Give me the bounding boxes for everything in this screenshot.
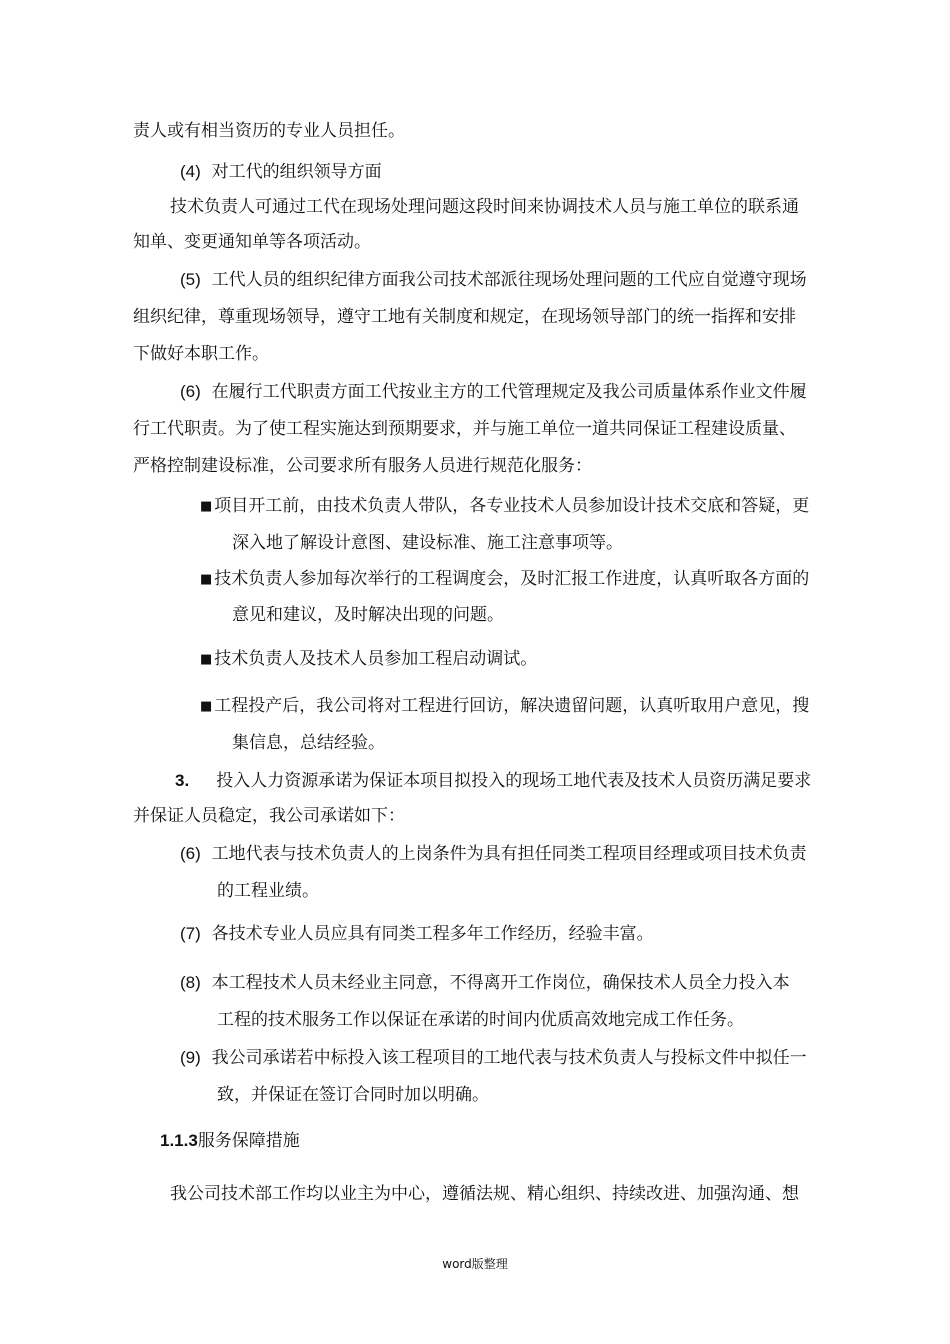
item-6-line: (6) 在履行工代职责方面工代按业主方的工代管理规定及我公司质量体系作业文件履 [180, 382, 807, 402]
bullet-item: ■ 技术负责人参加每次举行的工程调度会，及时汇报工作进度，认真听取各方面的 [200, 569, 810, 589]
section-3-line: 3. 投入人力资源承诺为保证本项目拟投入的现场工地代表及技术人员资历满足要求 [175, 771, 812, 791]
paragraph-line: 下做好本职工作。 [133, 344, 269, 364]
paragraph-line: 行工代职责。为了使工程实施达到预期要求，并与施工单位一道共同保证工程建设质量、 [133, 419, 796, 439]
paragraph-line: 技术负责人可通过工代在现场处理问题这段时间来协调技术人员与施工单位的联系通 [170, 197, 799, 217]
square-bullet-icon: ■ [200, 499, 213, 514]
item-4-heading: (4) 对工代的组织领导方面 [180, 162, 382, 182]
paragraph-line: 知单、变更通知单等各项活动。 [133, 232, 371, 252]
commitment-continuation: 致，并保证在签订合同时加以明确。 [217, 1085, 489, 1105]
square-bullet-icon: ■ [200, 699, 213, 714]
section-heading-1-1-3: 1.1.3服务保障措施 [160, 1131, 300, 1151]
bullet-continuation: 意见和建议，及时解决出现的问题。 [232, 605, 504, 625]
square-bullet-icon: ■ [200, 572, 213, 587]
bullet-item: ■ 技术负责人及技术人员参加工程启动调试。 [200, 649, 538, 669]
paragraph-line: 严格控制建设标准，公司要求所有服务人员进行规范化服务： [133, 456, 592, 476]
paragraph-line: 组织纪律，尊重现场领导，遵守工地有关制度和规定，在现场领导部门的统一指挥和安排 [133, 307, 796, 327]
bullet-continuation: 集信息，总结经验。 [232, 733, 385, 753]
page-footer: word版整理 [442, 1257, 508, 1271]
paragraph-line: 责人或有相当资历的专业人员担任。 [133, 121, 405, 141]
paragraph-line: 并保证人员稳定，我公司承诺如下： [133, 806, 405, 826]
commitment-item: (6) 工地代表与技术负责人的上岗条件为具有担任同类工程项目经理或项目技术负责 [180, 844, 807, 864]
commitment-item: (7) 各技术专业人员应具有同类工程多年工作经历，经验丰富。 [180, 924, 654, 944]
bullet-continuation: 深入地了解设计意图、建设标准、施工注意事项等。 [232, 533, 623, 553]
bullet-item: ■ 项目开工前，由技术负责人带队，各专业技术人员参加设计技术交底和答疑，更 [200, 496, 810, 516]
square-bullet-icon: ■ [200, 652, 213, 667]
commitment-item: (9) 我公司承诺若中标投入该工程项目的工地代表与技术负责人与投标文件中拟任一 [180, 1048, 807, 1068]
bullet-item: ■ 工程投产后，我公司将对工程进行回访，解决遗留问题，认真听取用户意见，搜 [200, 696, 810, 716]
paragraph-line: 我公司技术部工作均以业主为中心，遵循法规、精心组织、持续改进、加强沟通、想 [170, 1184, 799, 1204]
item-5-line: (5) 工代人员的组织纪律方面我公司技术部派往现场处理问题的工代应自觉遵守现场 [180, 270, 807, 290]
commitment-continuation: 的工程业绩。 [217, 881, 319, 901]
commitment-item: (8) 本工程技术人员未经业主同意，不得离开工作岗位，确保技术人员全力投入本 [180, 973, 790, 993]
commitment-continuation: 工程的技术服务工作以保证在承诺的时间内优质高效地完成工作任务。 [217, 1010, 744, 1030]
